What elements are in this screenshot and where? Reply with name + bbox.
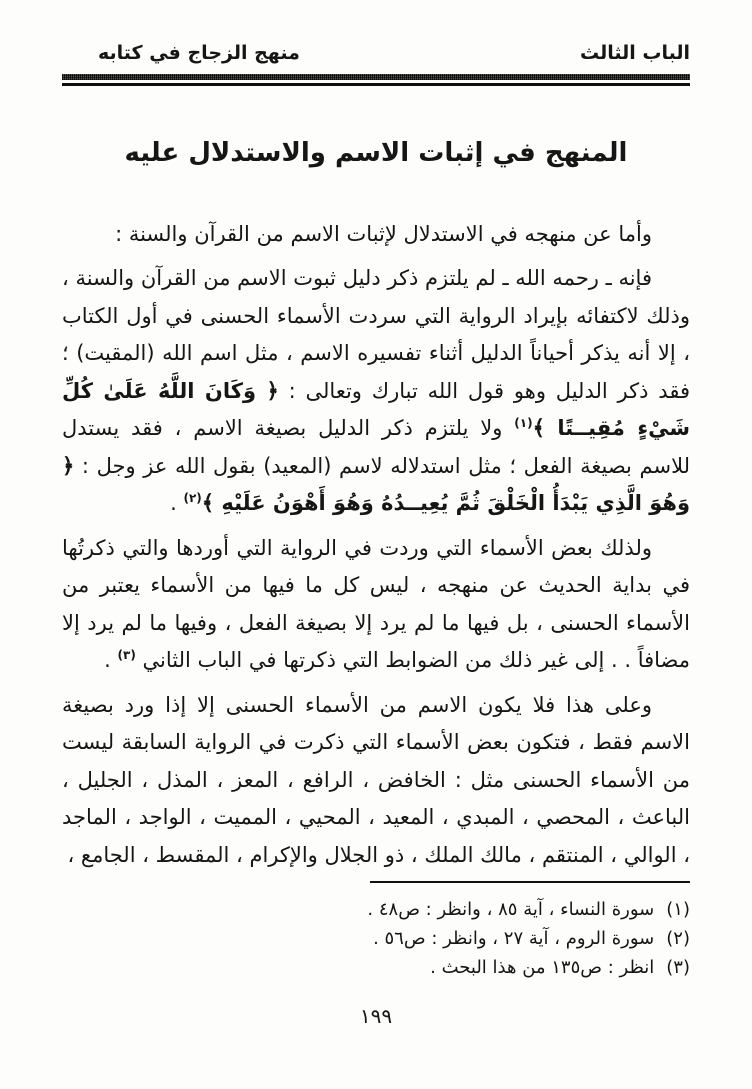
footnotes-section (62, 881, 690, 982)
text-run: وعلى هذا فلا يكون الاسم من الأسماء الحسنى إلا إذا ورد بصيغة الاسم فقط ، فتكون بعض الأسماء التي ذكرت في الرواية السابقة ليست من الأسماء الحسنى مثل : الخافض ، الرافع ، المعز ، المذل ، الجليل ، الباعث ، المحصي ، المبدي ، المعيد ، المحيي ، المميت ، الواجد ، الماجد ، الوالي ، المنتقم ، مالك الملك ، ذو الجلال والإكرام ، المقسط ، الجامع ، (62, 692, 690, 867)
footnote (62, 895, 690, 924)
header-double-rule (62, 74, 690, 86)
footnote-list (62, 895, 690, 982)
paragraph (62, 260, 690, 523)
text-run: ولذلك بعض الأسماء التي وردت في الرواية التي أوردها والتي ذكرتُها في بداية الحديث عن منهجه ، ليس كل ما فيها من الأسماء يعتبر من الأسماء الحسنى ، بل فيها ما لم يرد إلا بصيغة الفعل ، وفيها ما لم يرد إلا مضافاً . . إلى غير ذلك من الضوابط التي ذكرتها في الباب الثاني (62, 535, 690, 673)
body-text (62, 216, 690, 882)
header-rule-black-line (62, 83, 690, 86)
footnote (62, 953, 690, 982)
footnote-text: سورة النساء ، آية ٨٥ ، وانظر : ص٤٨ . (367, 899, 655, 921)
page-header (62, 42, 690, 65)
footnote-marker: (٣) (666, 957, 690, 979)
page-number: ١٩٩ (359, 1004, 393, 1029)
text-run: . (104, 648, 118, 673)
footnote-text: انظر : ص١٣٥ من هذا البحث . (430, 957, 655, 979)
footnote-separator (370, 881, 690, 883)
text-run: فإنه ـ رحمه الله ـ لم يلتزم ذكر دليل ثبوت الاسم من القرآن والسنة ، وذلك لاكتفائه بإيراد الرواية التي سردت الأسماء الحسنى في أول الكتاب ، إلا أنه يذكر أحياناً الدليل أثناء تفسيره الاسم ، مثل اسم الله (المقيت) ؛ فقد ذكر الدليل وهو قول الله تبارك وتعالى : (62, 266, 690, 403)
running-title: منهج الزجاج في كتابه (98, 42, 300, 64)
footnote-text: سورة الروم ، آية ٢٧ ، وانظر : ص٥٦ . (373, 928, 655, 950)
chapter-label: الباب الثالث (579, 42, 690, 64)
paragraph (62, 530, 690, 680)
footnote (62, 924, 690, 953)
footnote-ref: (١) (514, 416, 533, 431)
footnote-ref: (٣) (117, 648, 136, 663)
paragraph (62, 687, 690, 875)
quran-verse: ﴿ وَكَانَ اللَّهُ عَلَىٰ كُلِّ شَيْءٍ مُقِيــتًا ﴾ (62, 378, 690, 441)
footnote-marker: (٢) (666, 928, 690, 950)
text-run: وأما عن منهجه في الاستدلال لإثبات الاسم من القرآن والسنة : (115, 221, 652, 246)
footnote-ref: (٢) (183, 491, 202, 506)
section-title: المنهج في إثبات الاسم والاستدلال عليه (124, 137, 628, 168)
paragraph (62, 216, 690, 254)
footnote-marker: (١) (666, 899, 690, 921)
quran-verse: ﴿ وَهُوَ الَّذِي يَبْدَأُ الْخَلْقَ ثُمَّ يُعِيــدُهُ وَهُوَ أَهْوَنُ عَلَيْهِ ﴾ (62, 453, 690, 516)
text-run: . (170, 491, 184, 516)
text-run: ولا يلتزم ذكر الدليل بصيغة الاسم ، فقد يستدل للاسم بصيغة الفعل ؛ مثل استدلاله لاسم (المعيد) بقول الله عز وجل : (62, 416, 690, 478)
